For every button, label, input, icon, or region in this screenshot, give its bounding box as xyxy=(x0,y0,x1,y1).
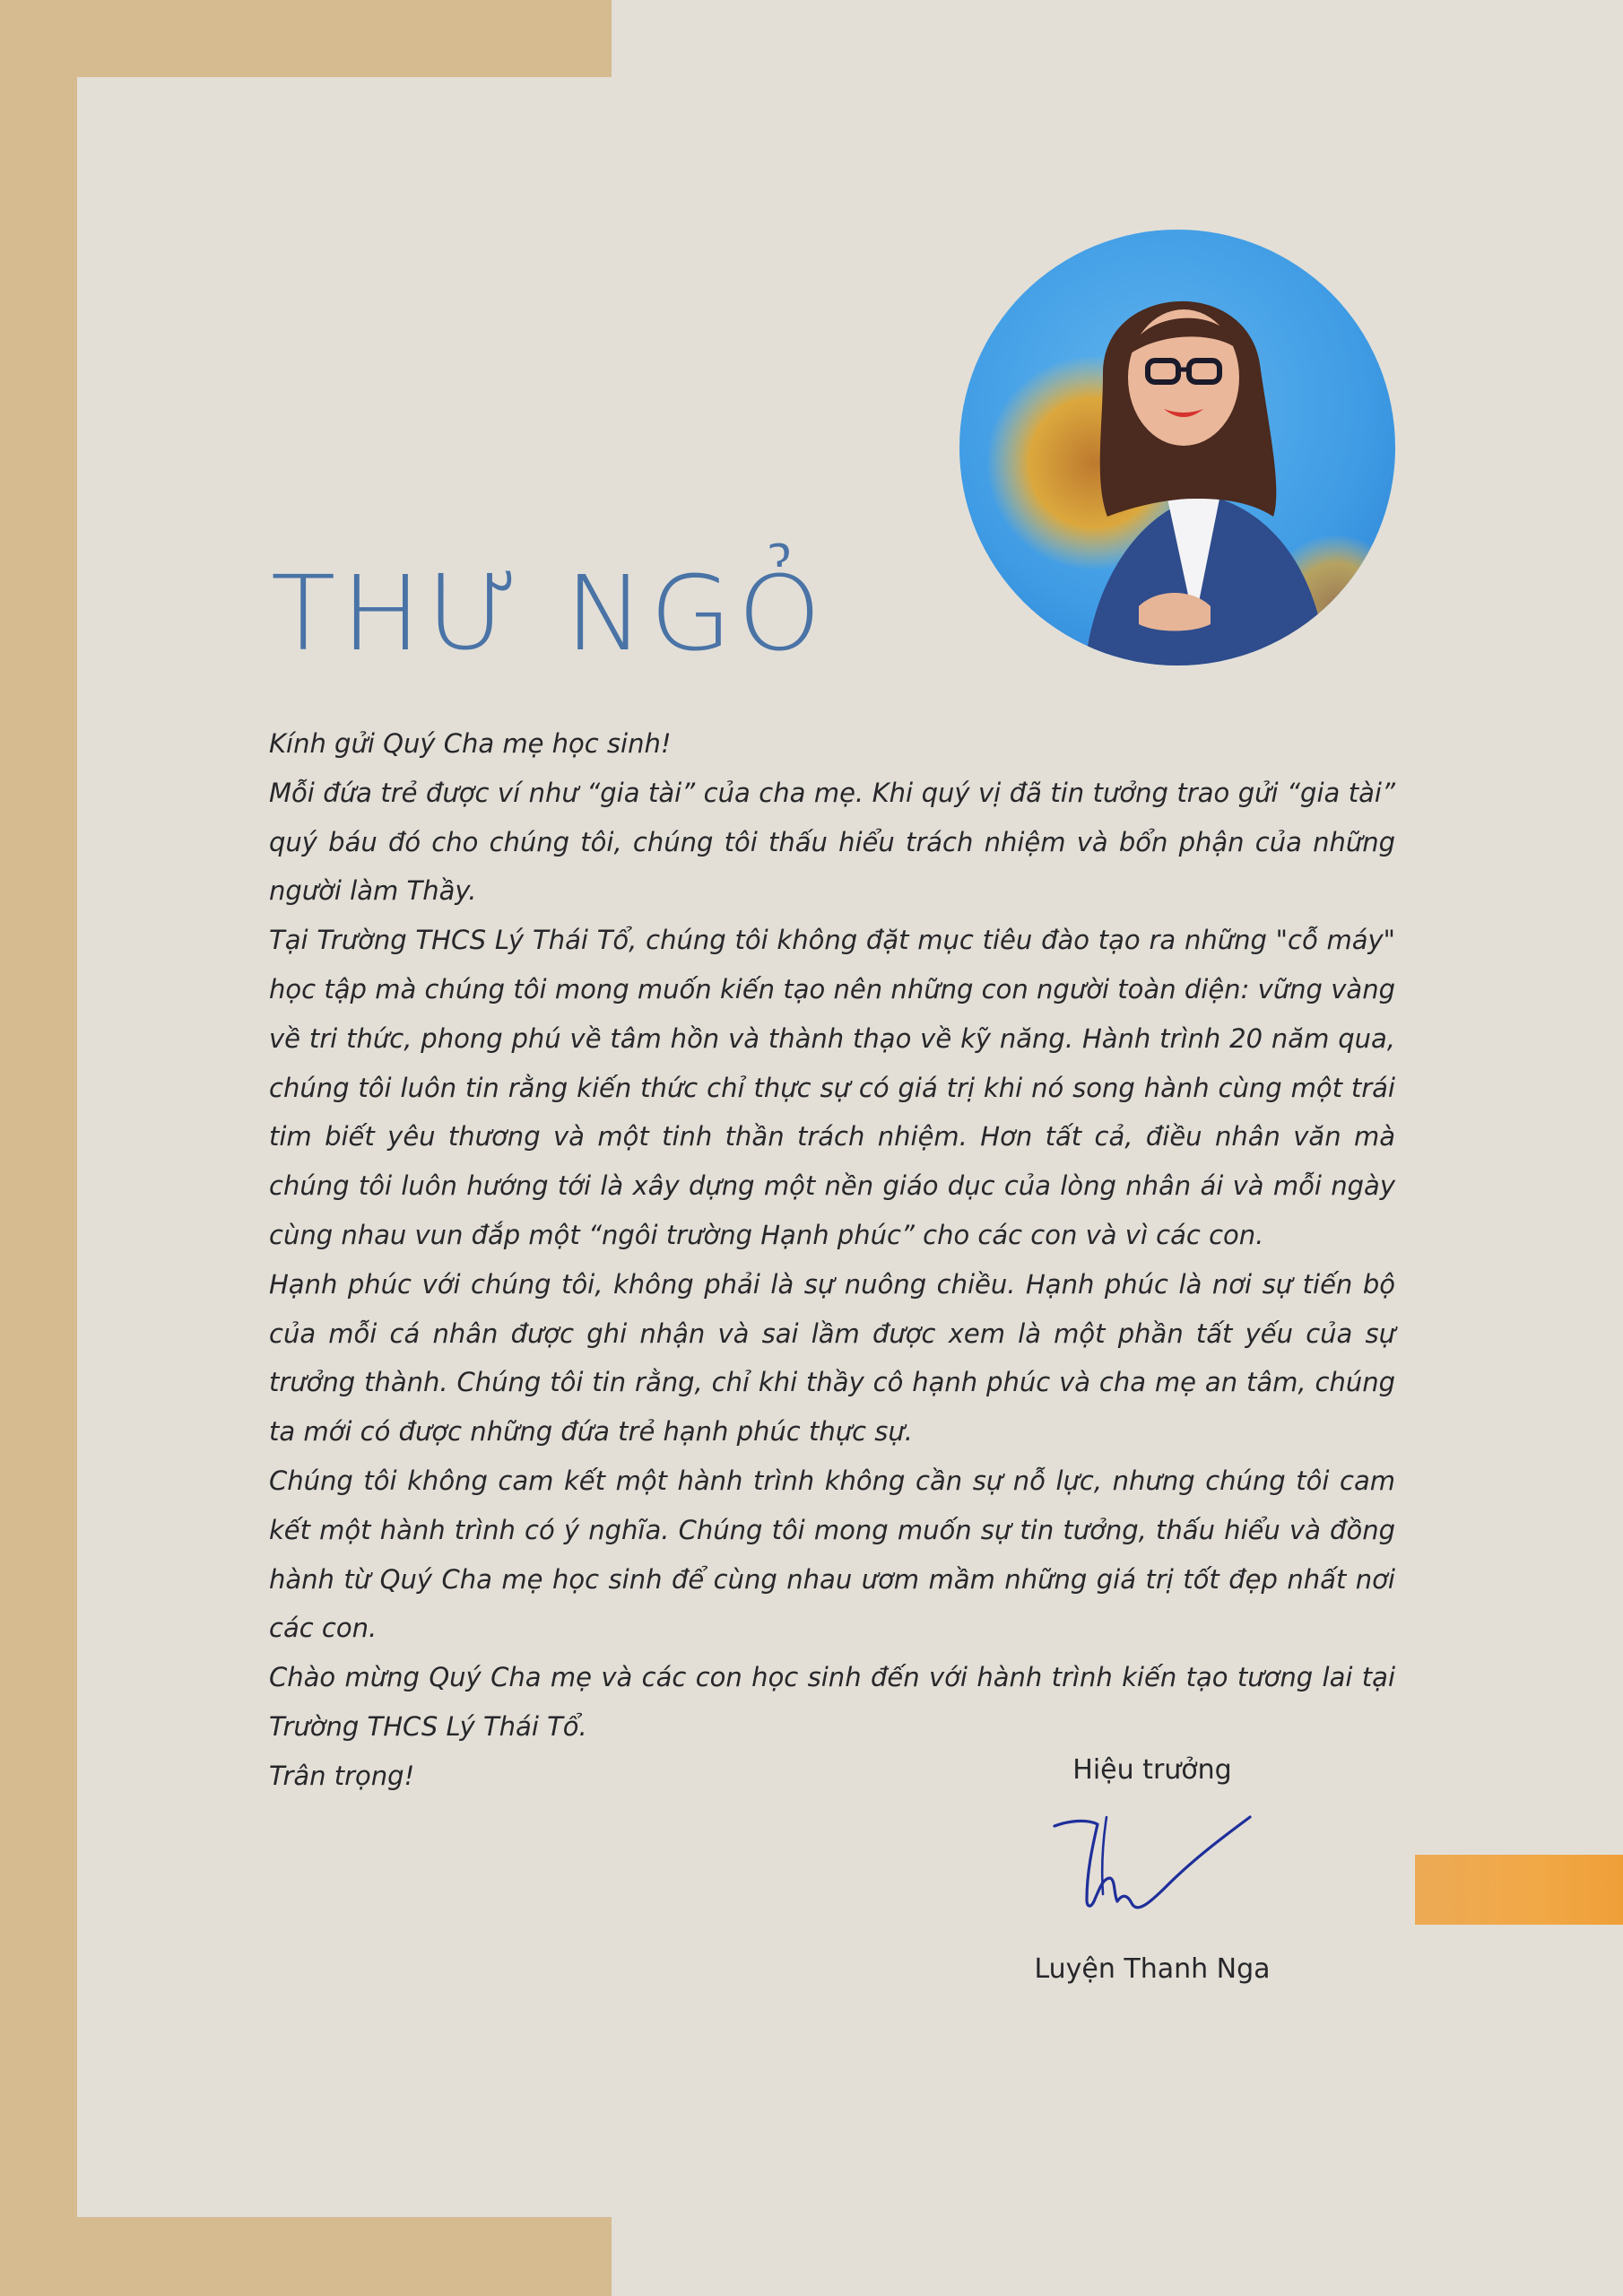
principal-portrait xyxy=(959,230,1395,665)
frame-band-left xyxy=(0,0,77,2296)
signer-role: Hiệu trưởng xyxy=(1072,1754,1232,1786)
frame-band-bottom xyxy=(0,2217,612,2296)
frame-band-top xyxy=(0,0,612,77)
handwritten-signature xyxy=(1051,1813,1254,1916)
signer-name: Luyện Thanh Nga xyxy=(1034,1953,1271,1985)
letter-salutation: Kính gửi Quý Cha mẹ học sinh! xyxy=(269,728,672,759)
letter-paragraph: Chúng tôi không cam kết một hành trình không cần sự nỗ lực, nhưng chúng tôi cam kết một hành trình có ý nghĩa. Chúng tôi mong muốn sự tin tưởng, thấu hiểu và đồng hành từ Quý Cha mẹ học sinh để cùng nhau ươm mầm những giá trị tốt đẹp nhất nơi các con. xyxy=(269,1465,1395,1644)
letter-paragraph: Mỗi đứa trẻ được ví như “gia tài” của cha mẹ. Khi quý vị đã tin tưởng trao gửi “gia tài” quý báu đó cho chúng tôi, chúng tôi thấu hiểu trách nhiệm và bổn phận của những người làm Thầy. xyxy=(269,777,1395,907)
letter-body xyxy=(269,719,1395,1801)
letter-paragraph: Chào mừng Quý Cha mẹ và các con học sinh đến với hành trình kiến tạo tương lai tại Trường THCS Lý Thái Tổ. xyxy=(269,1662,1395,1742)
letter-paragraph: Tại Trường THCS Lý Thái Tổ, chúng tôi không đặt mục tiêu đào tạo ra những "cỗ máy" học tập mà chúng tôi mong muốn kiến tạo nên những con người toàn diện: vững vàng về tri thức, phong phú về tâm hồn và thành thạo về kỹ năng. Hành trình 20 năm qua, chúng tôi luôn tin rằng kiến thức chỉ thực sự có giá trị khi nó song hành cùng một trái tim biết yêu thương và một tinh thần trách nhiệm. Hơn tất cả, điều nhân văn mà chúng tôi luôn hướng tới là xây dựng một nền giáo dục của lòng nhân ái và mỗi ngày cùng nhau vun đắp một “ngôi trường Hạnh phúc” cho các con và vì các con. xyxy=(269,925,1395,1250)
letter-closing: Trân trọng! xyxy=(269,1760,415,1791)
accent-bar xyxy=(1415,1855,1623,1925)
page-title: THƯ NGỎ xyxy=(271,554,828,674)
letter-paragraph: Hạnh phúc với chúng tôi, không phải là sự nuông chiều. Hạnh phúc là nơi sự tiến bộ của mỗi cá nhân được ghi nhận và sai lầm được xem là một phần tất yếu của sự trưởng thành. Chúng tôi tin rằng, chỉ khi thầy cô hạnh phúc và cha mẹ an tâm, chúng ta mới có được những đứa trẻ hạnh phúc thực sự. xyxy=(269,1268,1395,1448)
